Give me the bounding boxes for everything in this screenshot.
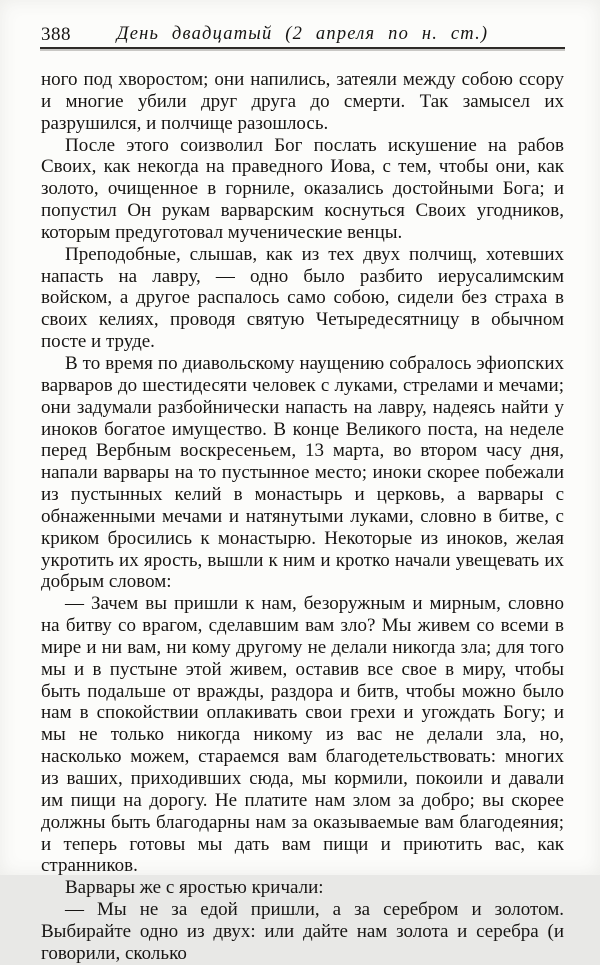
running-header (41, 24, 564, 48)
page-number: 388 (41, 24, 71, 45)
body-paragraph: В то время по диавольскому наущению собралось эфиопских варваров до шестидесяти человек с луками, стрелами и мечами; они задумали разбойнически напасть на лавру, надеясь найти у иноков богатое имущество. В конце Великого поста, на неделе перед Вербным воскресеньем, 13 марта, во втором часу дня, напали варвары на то пустынное место; иноки скорее побежали из пустынных келий в монастырь и церковь, а варвары с обнаженными мечами и натянутыми луками, словно в битве, с криком бросились к монастырю. Некоторые из иноков, желая укротить их ярость, вышли к ним и кротко начали увещевать их добрым словом: (41, 352, 564, 593)
body-paragraph: Преподобные, слышав, как из тех двух полчищ, хотевших напасть на лавру, — одно было разбито иерусалимским войском, а другое распалось само собою, сидели без страха в своих келиях, проводя святую Четыредесятницу в обычном посте и труде. (41, 243, 564, 353)
body-paragraph: После этого соизволил Бог послать искушение на рабов Своих, как некогда на праведного Иова, с тем, чтобы они, как золото, очищенное в горниле, оказались достойными Бога; и попустил Он рукам варварским коснуться Своих угодников, которым предуготовал мученические венцы. (41, 134, 564, 243)
body-paragraph: Варвары же с яростью кричали: (65, 877, 324, 899)
body-paragraph-continuation: ного под хворостом; они напились, затеяли между собою ссору и многие убили друг друга до смерти. Так замысел их разрушился, и полчище разошлось. (41, 69, 564, 134)
body-paragraph-dialogue: — Зачем вы пришли к нам, безоружным и мирным, словно на битву со врагом, сделавшим вам зло? Мы живем со всеми в мире и ни вам, ни кому другому не делали никогда зла; для того мы и в пустыне этой живем, оставив все свое в миру, чтобы быть подальше от вражды, раздора и битв, чтобы можно было нам в спокойствии оплакивать свои грехи и угождать Богу; и мы не только никогда никому из вас не делали зла, но, насколько можем, стараемся вам благодетельствовать: многих из ваших, приходивших сюда, мы кормили, покоили и давали им пищи на дорогу. Не платите нам злом за добро; вы скорее должны быть благодарны нам за оказываемые вам благодеяния; и теперь готовы мы дать вам пищи и приютить вас, как странников. (41, 593, 564, 877)
body-paragraph-dialogue: — Мы не за едой пришли, а за серебром и золотом. Выбирайте одно из двух: или дайте нам золота и серебра (и говорили, сколько (41, 899, 564, 964)
header-rule (40, 47, 565, 49)
page-body (41, 69, 564, 965)
running-title: День двадцатый (2 апреля по н. ст.) (116, 24, 489, 44)
